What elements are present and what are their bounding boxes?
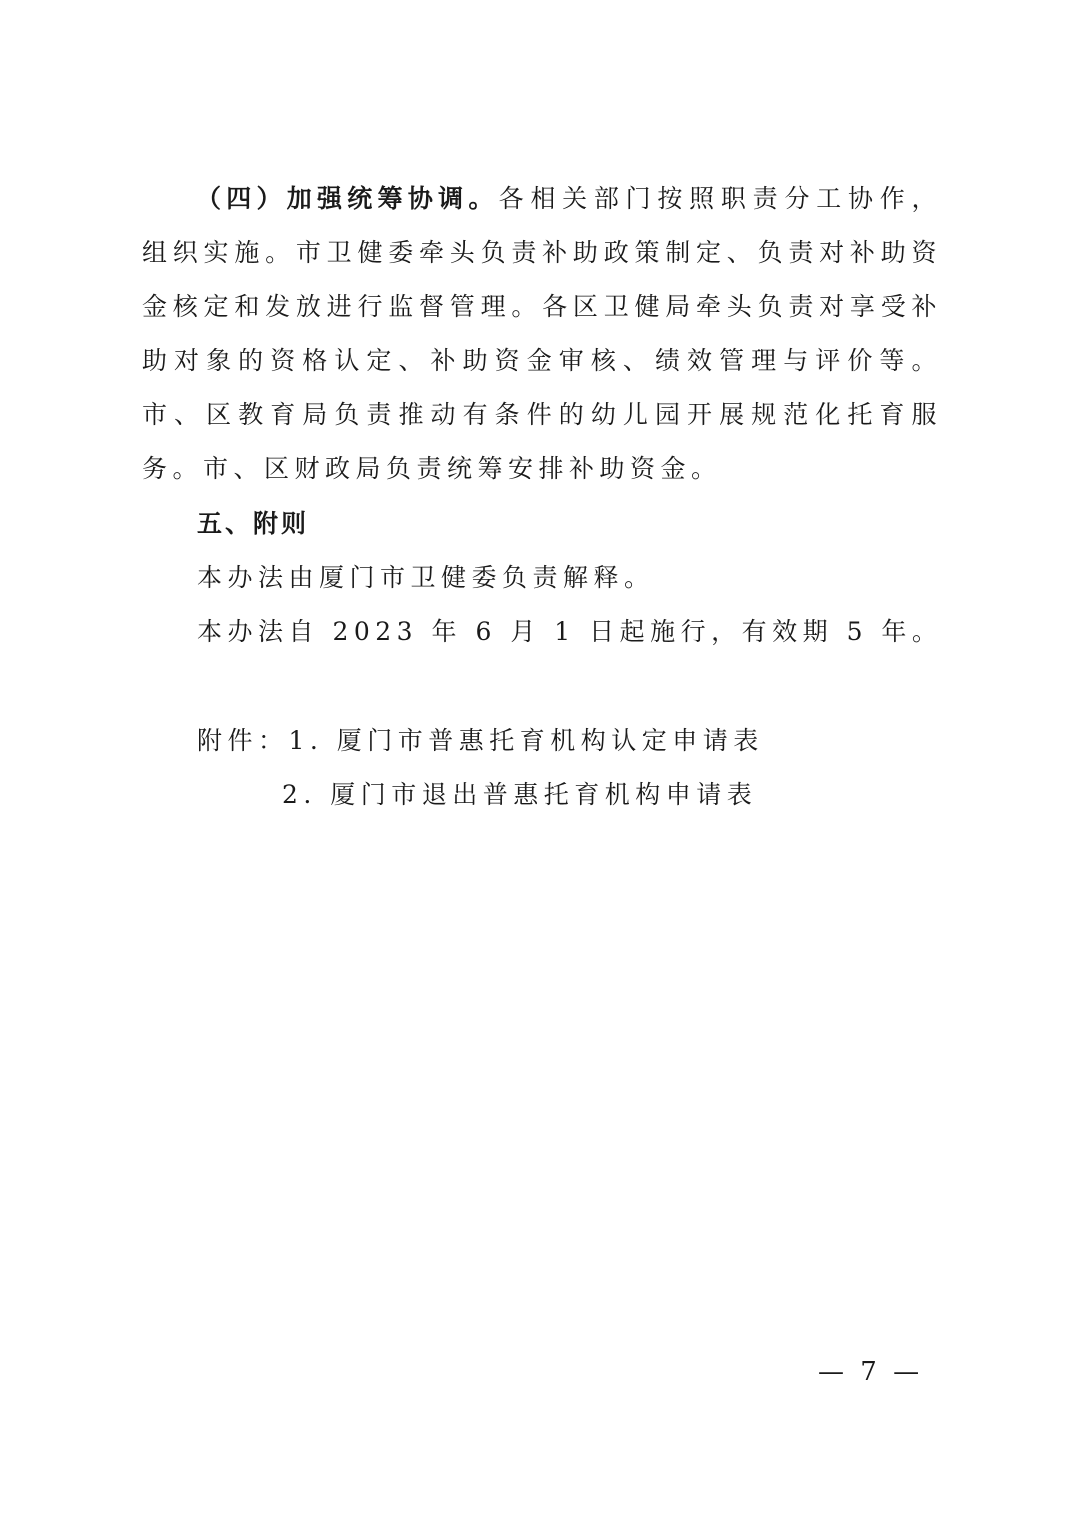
section-4-body: 各相关部门按照职责分工协作，组织实施。市卫健委牵头负责补助政策制定、负责对补助资金核定和发放进行监督管理。各区卫健局牵头负责对享受补助对象的资格认定、补助资金审核、绩效管理与评价等。市、区教育局负责推动有条件的幼儿园开展规范化托育服务。市、区财政局负责统筹安排补助资金。 <box>142 184 942 483</box>
section-4-paragraph <box>142 172 942 496</box>
section-4-lead: （四）加强统筹协调。 <box>196 184 499 213</box>
effective-date-paragraph: 本办法自 2023 年 6 月 1 日起施行，有效期 5 年。 <box>197 617 943 646</box>
section-5-heading: 五、附则 <box>197 509 310 538</box>
attachment-item-1: 附件：1. 厦门市普惠托育机构认定申请表 <box>197 726 764 755</box>
page-number: — 7 — <box>818 1357 924 1387</box>
interpretation-paragraph: 本办法由厦门市卫健委负责解释。 <box>197 563 655 592</box>
attachment-item-2: 2. 厦门市退出普惠托育机构申请表 <box>282 780 758 809</box>
